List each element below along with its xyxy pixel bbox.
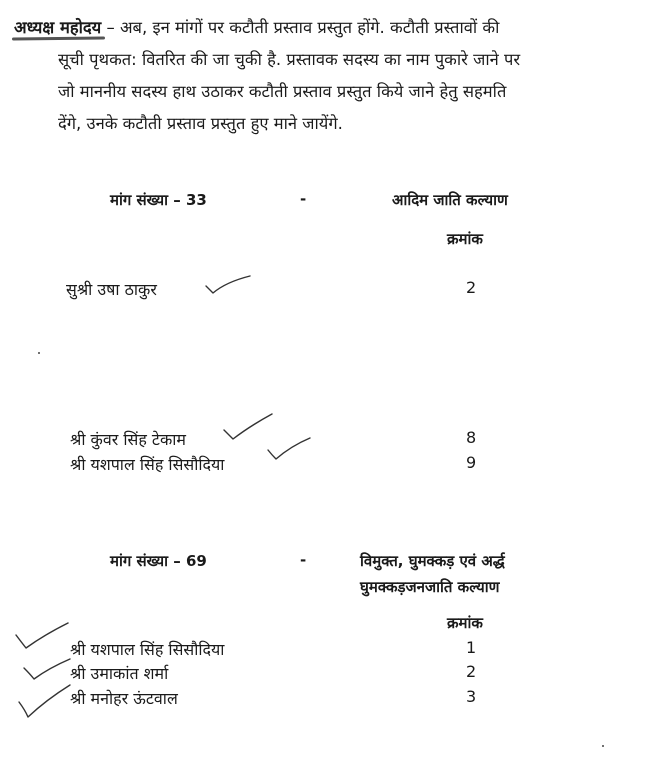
demand-69-dash: - <box>300 551 307 569</box>
demand-69-member-2-serial: 2 <box>466 662 477 681</box>
demand-69-member-3-name: श्री मनोहर ऊंटवाल <box>70 689 178 708</box>
checkmark-icon <box>14 621 70 651</box>
demand-69-member-3-serial: 3 <box>466 687 477 706</box>
intro-line-2: सूची पृथकत: वितरित की जा चुकी है. प्रस्तावक सदस्य का नाम पुकारे जाने पर <box>58 50 521 69</box>
checkmark-icon <box>16 682 72 720</box>
checkmark-icon <box>204 274 252 296</box>
demand-69-title-line-2: घुमक्कड़जनजाति कल्याण <box>360 578 500 596</box>
demand-33-member-3-serial: 9 <box>466 453 477 472</box>
demand-33-member-1-serial: 2 <box>466 278 477 297</box>
demand-33-member-3-name: श्री यशपाल सिंह सिसौदिया <box>70 455 225 474</box>
scan-speck <box>38 352 40 354</box>
demand-69-member-1-name: श्री यशपाल सिंह सिसौदिया <box>70 640 225 659</box>
demand-69-title-line-1: विमुक्त, घुमक्कड़ एवं अर्द्ध <box>360 552 505 570</box>
demand-33-member-2-name: श्री कुंवर सिंह टेकाम <box>70 430 186 449</box>
demand-69-member-2-name: श्री उमाकांत शर्मा <box>70 664 169 683</box>
intro-paragraph <box>14 12 639 140</box>
intro-line-1-text: – अब, इन मांगों पर कटौती प्रस्ताव प्रस्तुत होंगे. कटौती प्रस्तावों की <box>106 18 500 37</box>
intro-line-1 <box>14 12 639 44</box>
scan-speck <box>602 745 604 747</box>
checkmark-icon <box>266 436 312 462</box>
checkmark-icon <box>22 656 72 682</box>
demand-33-member-2-serial: 8 <box>466 428 477 447</box>
demand-33-title: आदिम जाति कल्याण <box>392 191 508 209</box>
demand-33-label: मांग संख्या – 33 <box>110 191 207 209</box>
intro-line-4: देंगे, उनके कटौती प्रस्ताव प्रस्तुत हुए माने जायेंगे. <box>58 114 343 133</box>
intro-line-3: जो माननीय सदस्य हाथ उठाकर कटौती प्रस्ताव प्रस्तुत किये जाने हेतु सहमति <box>58 82 507 101</box>
demand-69-member-1-serial: 1 <box>466 638 477 657</box>
demand-33-member-1-name: सुश्री उषा ठाकुर <box>66 280 157 299</box>
demand-69-serial-header: क्रमांक <box>447 614 483 632</box>
demand-33-dash: - <box>300 190 307 208</box>
speaker-label: अध्यक्ष महोदय <box>14 18 102 37</box>
demand-69-label: मांग संख्या – 69 <box>110 552 207 570</box>
demand-33-serial-header: क्रमांक <box>447 230 483 248</box>
